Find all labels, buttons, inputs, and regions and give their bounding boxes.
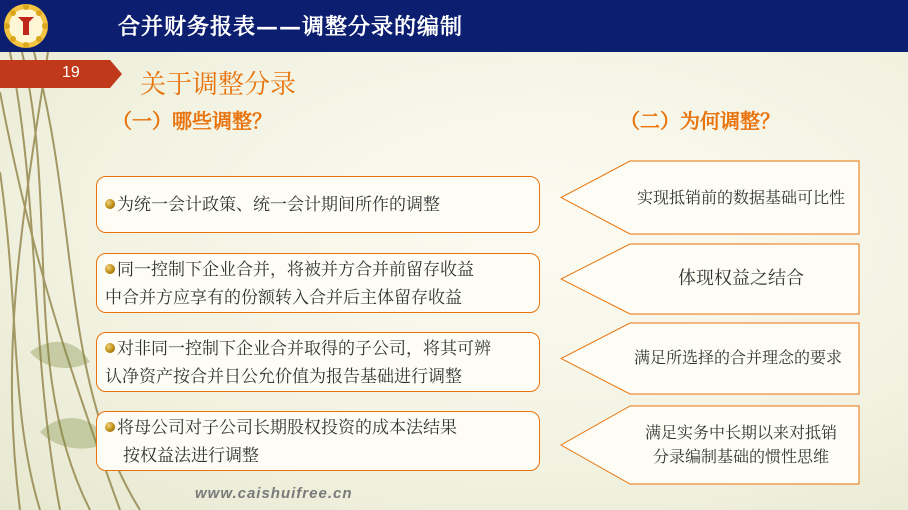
adjustment-text-line1: 同一控制下企业合并，将被并方合并前留存收益 [117,260,474,280]
logo-icon [2,2,50,50]
reason-callout [560,243,860,315]
adjustment-item [96,411,540,471]
subheading-why: （二）为何调整？ [620,109,780,133]
reason-callout [560,160,860,235]
section-heading: 关于调整分录 [140,70,297,100]
footer-url: www.caishuifree.cn [195,485,353,502]
page-number: 19 [62,64,80,81]
reason-text-line2: 分录编制基础的惯性思维 [652,447,829,466]
reason-callout [560,405,860,485]
reason-text: 实现抵销前的数据基础可比性 [636,188,845,207]
adjustment-text-line2: 认净资产按合并日公允价值为报告基础进行调整 [105,367,462,387]
adjustment-item [96,253,540,313]
reason-text: 体现权益之结合 [678,268,804,289]
bullet-icon [105,343,115,353]
bullet-icon [105,199,115,209]
adjustment-text-line1: 对非同一控制下企业合并取得的子公司，将其可辨 [117,339,491,359]
header-bar [0,0,908,52]
reason-text-line1: 满足实务中长期以来对抵销 [644,423,837,442]
adjustment-item [96,332,540,392]
adjustment-text: 为统一会计政策、统一会计期间所作的调整 [117,195,440,215]
adjustment-text-line1: 将母公司对子公司长期股权投资的成本法结果 [117,418,457,438]
reason-text: 满足所选择的合并理念的要求 [633,348,842,367]
page-number-arrow [110,60,122,88]
bullet-icon [105,264,115,274]
reason-callout [560,322,860,395]
page-number-bar [0,60,110,88]
bullet-icon [105,422,115,432]
adjustment-item [96,176,540,233]
subheading-which: （一）哪些调整？ [112,109,272,133]
adjustment-text-line2: 按权益法进行调整 [123,446,259,466]
adjustment-text-line2: 中合并方应享有的份额转入合并后主体留存收益 [105,288,462,308]
page-title: 合并财务报表——调整分录的编制 [118,14,464,40]
